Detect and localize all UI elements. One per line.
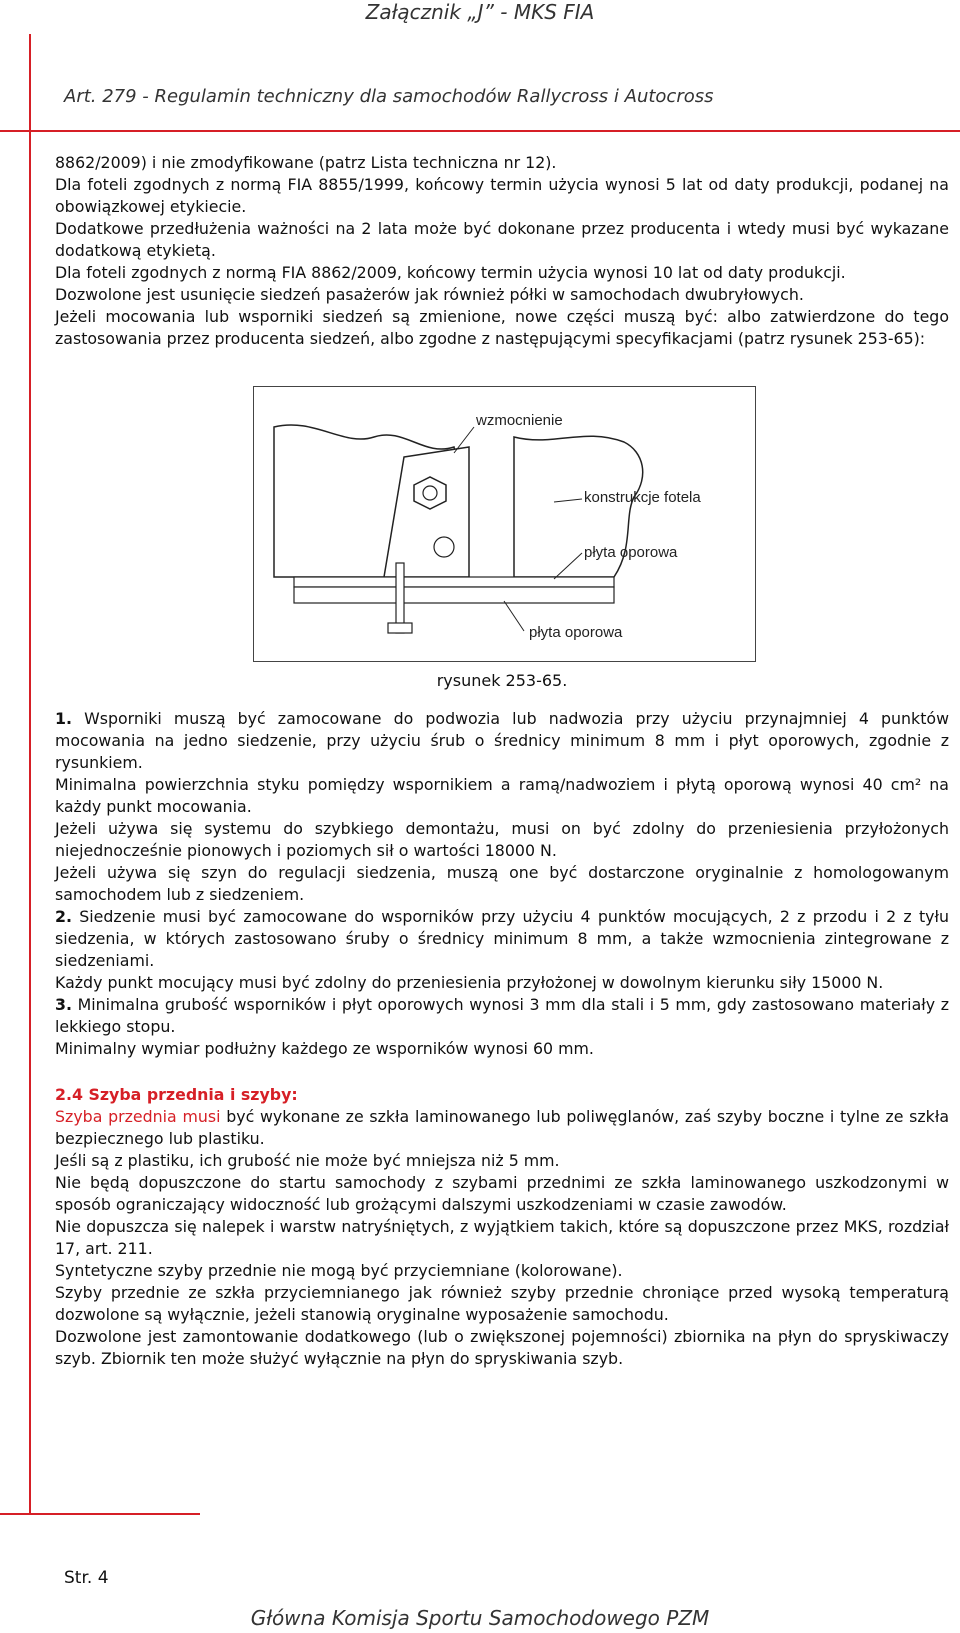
footer-organization: Główna Komisja Sportu Samochodowego PZM	[250, 1606, 710, 1630]
margin-rule-vertical	[29, 34, 31, 1514]
paragraph: Jeżeli używa się systemu do szybkiego demontażu, musi on być zdolny do przeniesienia przyłożonych niejednocześnie pionowych i poziomych sił o wartości 18000 N.	[55, 819, 949, 860]
footer-rule	[0, 1513, 200, 1515]
paragraph: Dla foteli zgodnych z normą FIA 8855/1999, końcowy termin użycia wynosi 5 lat od daty produkcji, podanej na obowiązkowej etykiecie.	[55, 175, 949, 216]
paragraph: Jeśli są z plastiku, ich grubość nie może być mniejsza niż 5 mm.	[55, 1151, 560, 1170]
paragraph: Dozwolone jest usunięcie siedzeń pasażerów jak również półki w samochodach dwubryłowych.	[55, 285, 804, 304]
header-article: Art. 279 - Regulamin techniczny dla samochodów Rallycross i Autocross	[64, 86, 714, 107]
paragraph: Każdy punkt mocujący musi być zdolny do przeniesienia przyłożonej w dowolnym kierunku siły 15000 N.	[55, 973, 884, 992]
paragraph-text: być wykonane ze szkła laminowanego lub poliwęglanów, zaś szyby boczne i tylne ze szkła bezpiecznego lub plastiku.	[55, 1107, 949, 1148]
paragraph: Szyby przednie ze szkła przyciemnianego jak również szyby przednie chroniące przed wysoką temperaturą dozwolone są wyłącznie, jeżeli stanowią oryginalne wyposażenie samochodu.	[55, 1283, 949, 1324]
paragraph: Jeżeli mocowania lub wsporniki siedzeń są zmienione, nowe części muszą być: albo zatwierdzone do tego zastosowania przez producenta siedzeń, albo zgodne z następującymi specyfikacjami (patrz rysunek 253-65):	[55, 307, 949, 348]
item-text: Siedzenie musi być zamocowane do wsporników przy użyciu 4 punktów mocujących, 2 z przodu i 2 z tyłu siedzenia, w których zastosowano śruby o średnicy minimum 8 mm, a także wzmocnienia zintegrowane z siedzeniami.	[55, 907, 949, 970]
item-number: 1.	[55, 709, 72, 728]
numbered-item-3	[55, 994, 949, 1038]
item-text: Minimalna grubość wsporników i płyt oporowych wynosi 3 mm dla stali i 5 mm, gdy zastosowano materiały z lekkiego stopu.	[55, 995, 949, 1036]
figure-caption: rysunek 253-65.	[436, 671, 568, 690]
highlighted-text: Szyba przednia musi	[55, 1107, 221, 1126]
label-plate-lower: płyta oporowa	[529, 624, 623, 641]
plate-lower	[294, 587, 614, 603]
bracket-hole	[434, 537, 454, 557]
paragraph: Nie będą dopuszczone do startu samochody z szybami przednimi ze szkła laminowanego uszkodzonymi w sposób ograniczający widoczność lub grożącymi dalszymi uszkodzeniami w czasie zawodów.	[55, 1173, 949, 1214]
bolt-hole	[423, 486, 437, 500]
paragraph: Nie dopuszcza się nalepek i warstw natryśniętych, z wyjątkiem takich, które są dopuszczone przez MKS, rozdział 17, art. 211.	[55, 1217, 949, 1258]
document-body	[55, 152, 949, 1370]
bracket-shape	[384, 447, 469, 577]
plate-upper	[294, 577, 614, 587]
figure-253-65	[253, 386, 756, 662]
seat-mount-diagram	[254, 387, 755, 661]
nut	[388, 623, 412, 633]
label-reinforcement: wzmocnienie	[476, 412, 563, 429]
paragraph: Dla foteli zgodnych z normą FIA 8862/2009, końcowy termin użycia wynosi 10 lat od daty produkcji.	[55, 263, 846, 282]
item-number: 2.	[55, 907, 72, 926]
paragraph: 8862/2009) i nie zmodyfikowane (patrz Lista techniczna nr 12).	[55, 153, 557, 172]
numbered-item-1	[55, 708, 949, 774]
label-plate-upper: płyta oporowa	[584, 544, 678, 561]
item-text: Wsporniki muszą być zamocowane do podwozia lub nadwozia przy użyciu przynajmniej 4 punktów mocowania na jedno siedzenie, przy użyciu śrub o średnicy minimum 8 mm i płyt oporowych, zgodnie z rysunkiem.	[55, 709, 949, 772]
paragraph: Minimalna powierzchnia styku pomiędzy wspornikiem a ramą/nadwoziem i płytą oporową wynosi 40 cm² na każdy punkt mocowania.	[55, 775, 949, 816]
paragraph	[55, 1106, 949, 1150]
header-annex: Załącznik „J” - MKS FIA	[365, 0, 595, 24]
item-number: 3.	[55, 995, 72, 1014]
section-heading: 2.4 Szyba przednia i szyby:	[55, 1085, 298, 1104]
paragraph: Minimalny wymiar podłużny każdego ze wsporników wynosi 60 mm.	[55, 1039, 594, 1058]
paragraph: Dozwolone jest zamontowanie dodatkowego (lub o zwiększonej pojemności) zbiornika na płyn do spryskiwaczy szyb. Zbiornik ten może służyć wyłącznie na płyn do spryskiwania szyb.	[55, 1327, 949, 1368]
page-number: Str. 4	[64, 1568, 109, 1588]
paragraph: Jeżeli używa się szyn do regulacji siedzenia, muszą one być dostarczone oryginalnie z homologowanym samochodem lub z siedzeniem.	[55, 863, 949, 904]
paragraph: Syntetyczne szyby przednie nie mogą być przyciemniane (kolorowane).	[55, 1261, 623, 1280]
label-seat-structure: konstrukcje fotela	[584, 489, 701, 506]
paragraph: Dodatkowe przedłużenia ważności na 2 lata może być dokonane przez producenta i wtedy musi być wykazane dodatkową etykietą.	[55, 219, 949, 260]
numbered-item-2	[55, 906, 949, 972]
header-rule	[0, 130, 960, 132]
